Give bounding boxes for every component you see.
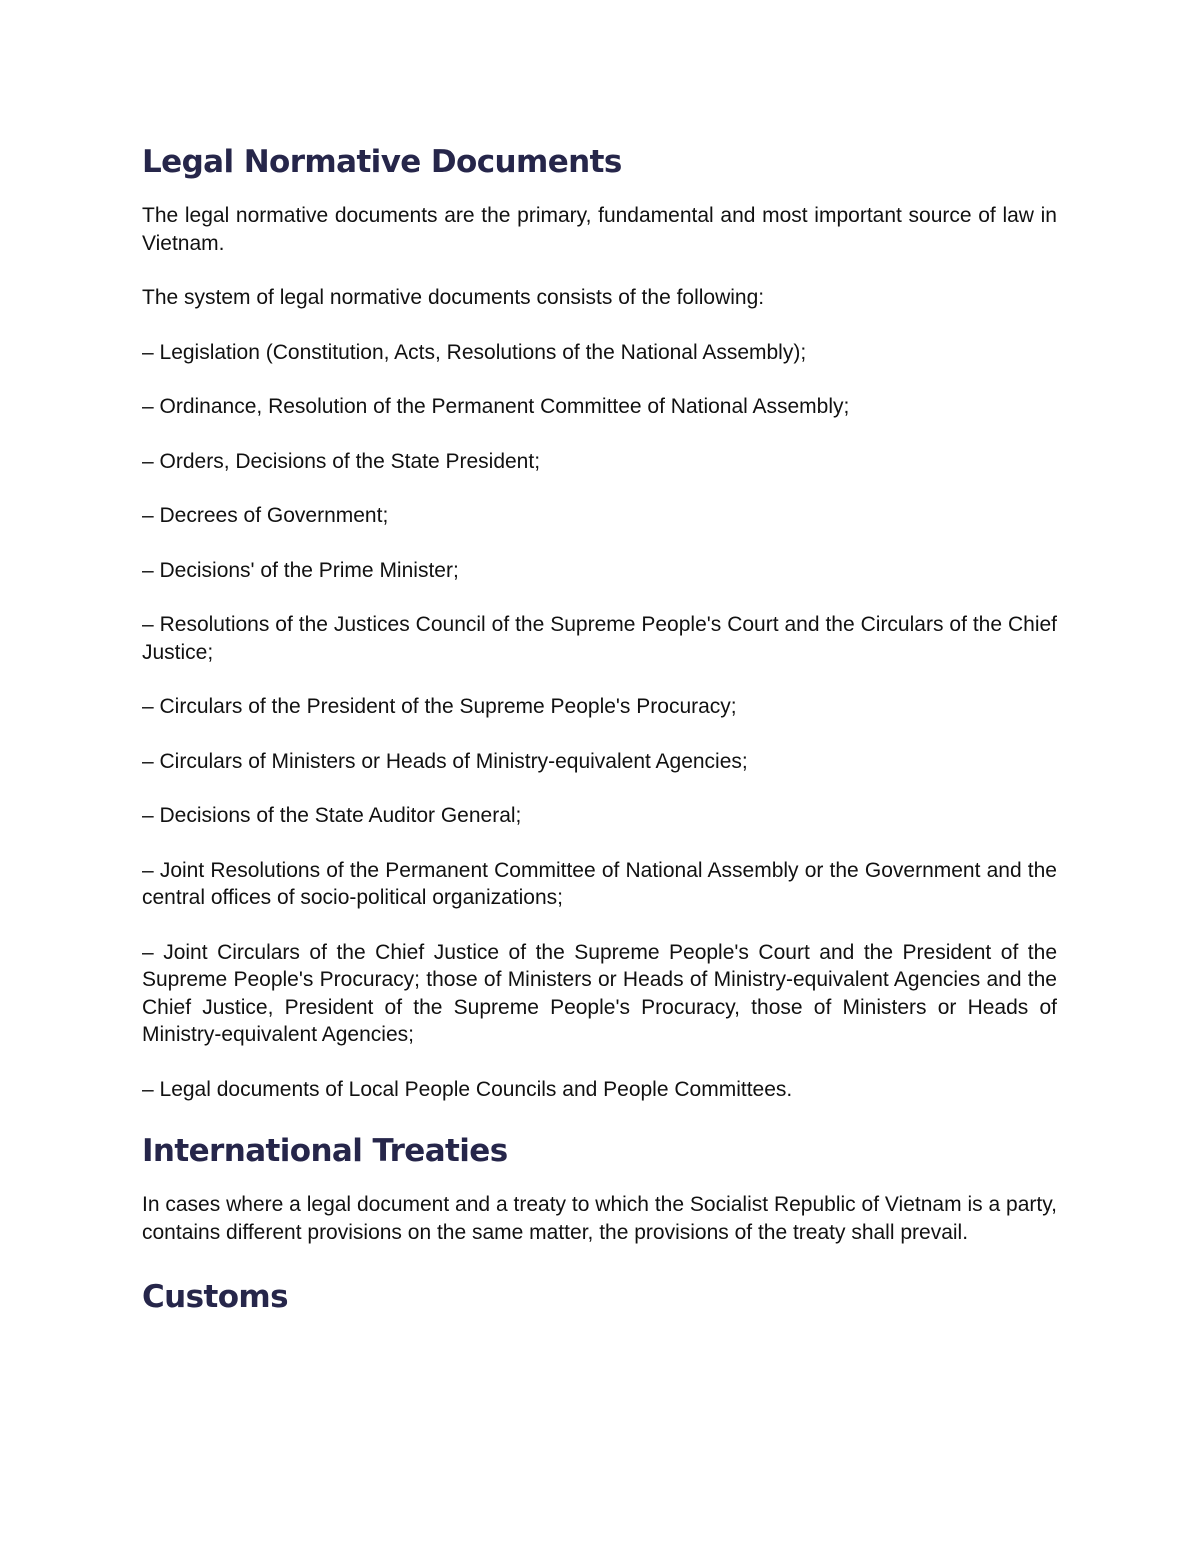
list-item-auditor-decisions: – Decisions of the State Auditor General; bbox=[142, 804, 522, 827]
paragraph-intro: The legal normative documents are the primary, fundamental and most important source of law in Vietnam. bbox=[142, 204, 1057, 255]
list-item-decrees: – Decrees of Government; bbox=[142, 504, 389, 527]
section-heading-customs: Customs bbox=[142, 1279, 288, 1315]
list-item-justices-council: – Resolutions of the Justices Council of the Supreme People's Court and the Circulars of the Chief Justice; bbox=[142, 613, 1057, 664]
list-item-legislation: – Legislation (Constitution, Acts, Resolutions of the National Assembly); bbox=[142, 340, 807, 364]
document-page bbox=[142, 140, 1057, 1319]
list-item-ordinance: – Ordinance, Resolution of the Permanent Committee of National Assembly; bbox=[142, 395, 850, 418]
section-heading-international-treaties: International Treaties bbox=[142, 1133, 508, 1169]
section-heading-legal-normative-documents: Legal Normative Documents bbox=[142, 144, 622, 180]
paragraph-system: The system of legal normative documents consists of the following: bbox=[142, 286, 765, 309]
list-item-joint-resolutions: – Joint Resolutions of the Permanent Committee of National Assembly or the Government and the central offices of socio-political organizations; bbox=[142, 858, 1057, 909]
list-item-orders: – Orders, Decisions of the State President; bbox=[142, 449, 541, 473]
list-item-local-documents: – Legal documents of Local People Councils and People Committees. bbox=[142, 1077, 793, 1101]
paragraph-treaties: In cases where a legal document and a treaty to which the Socialist Republic of Vietnam is a party, contains different provisions on the same matter, the provisions of the treaty shall prevail. bbox=[142, 1193, 1057, 1244]
list-item-procuracy-circulars: – Circulars of the President of the Supreme People's Procuracy; bbox=[142, 695, 737, 718]
list-item-joint-circulars: – Joint Circulars of the Chief Justice of the Supreme People's Court and the President of the Supreme People's Procuracy; those of Ministers or Heads of Ministry-equivalent Agencies and the Chief Justice, President of the Supreme People's Procuracy, those of Ministers or Heads of Ministry-equivalent Agencies; bbox=[142, 940, 1057, 1046]
list-item-ministers-circulars: – Circulars of Ministers or Heads of Ministry-equivalent Agencies; bbox=[142, 749, 748, 773]
list-item-pm-decisions: – Decisions' of the Prime Minister; bbox=[142, 558, 459, 582]
